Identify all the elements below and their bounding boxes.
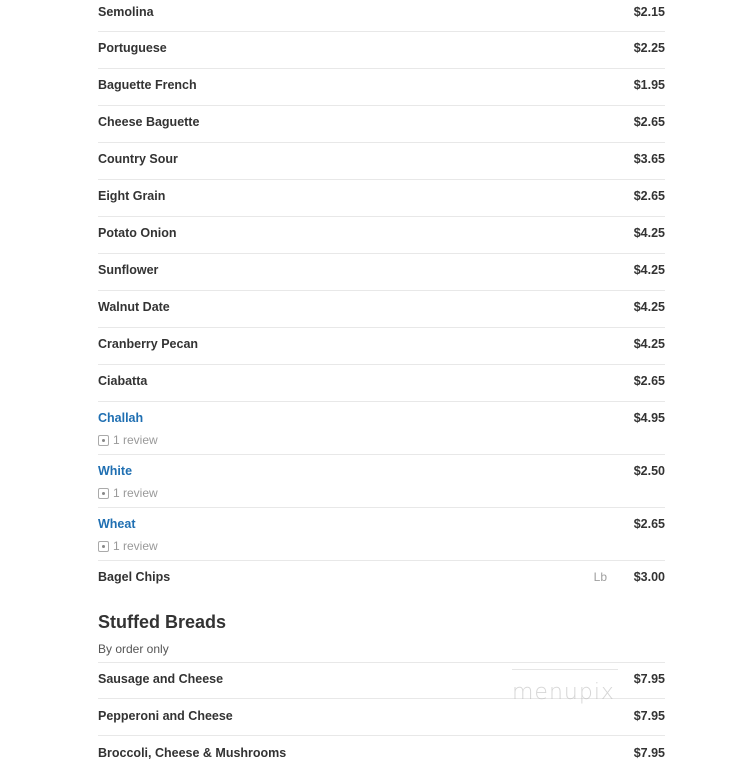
review-count-label: 1 review [113, 486, 158, 500]
menu-item [98, 402, 665, 455]
menu-item-price: $3.00 [633, 570, 665, 584]
menu-list-stuffed-breads [98, 662, 665, 772]
menu-item-name-link[interactable]: Wheat [98, 517, 136, 531]
menu-item-price: $2.65 [633, 517, 665, 531]
menu-item-name: Potato Onion [98, 226, 177, 240]
section-subtitle: By order only [98, 642, 169, 656]
menu-item-price: $4.95 [633, 411, 665, 425]
review-badge-icon [98, 435, 109, 446]
menu-item-price: $4.25 [633, 226, 665, 240]
menu-item-name: Pepperoni and Cheese [98, 709, 233, 723]
menu-item-name: Baguette French [98, 78, 197, 92]
review-count[interactable] [98, 433, 158, 447]
menu-item-price: $4.25 [633, 300, 665, 314]
menu-item-name: Ciabatta [98, 374, 148, 388]
menu-item [98, 291, 665, 328]
menu-item [98, 180, 665, 217]
menu-item [98, 217, 665, 254]
menu-item-price: $2.65 [633, 374, 665, 388]
menu-item [98, 69, 665, 106]
review-count-label: 1 review [113, 539, 158, 553]
menu-item-name: Sausage and Cheese [98, 672, 224, 686]
menu-item [98, 0, 665, 32]
menu-item-price: $7.95 [633, 672, 665, 686]
menu-item-name: Eight Grain [98, 189, 166, 203]
menu-item-price: $7.95 [633, 709, 665, 723]
menu-item-name: Walnut Date [98, 300, 170, 314]
review-count[interactable] [98, 486, 158, 500]
menu-item [98, 106, 665, 143]
watermark-rule [512, 669, 618, 670]
menu-item-name: Cheese Baguette [98, 115, 200, 129]
menu-item-price: $4.25 [633, 337, 665, 351]
menu-item-name: Portuguese [98, 41, 167, 55]
menu-item-price: $2.50 [633, 464, 665, 478]
review-badge-icon [98, 488, 109, 499]
menu-item-price: $2.15 [633, 5, 665, 19]
menu-item [98, 508, 665, 561]
section-title: Stuffed Breads [98, 612, 227, 632]
menu-item [98, 561, 665, 597]
watermark-logo: menupix [512, 680, 615, 705]
menu-item [98, 365, 665, 402]
menu-item-name: Country Sour [98, 152, 178, 166]
menu-item-name: Sunflower [98, 263, 159, 277]
menu-item-name: Cranberry Pecan [98, 337, 199, 351]
menu-item-price: $7.95 [633, 746, 665, 760]
menu-item [98, 32, 665, 69]
review-count-label: 1 review [113, 433, 158, 447]
menu-item-name: Bagel Chips [98, 570, 171, 584]
menu-item-name: Semolina [98, 5, 154, 19]
menu-item-name-link[interactable]: White [98, 464, 133, 478]
menu-item [98, 254, 665, 291]
review-count[interactable] [98, 539, 158, 553]
menu-item [98, 736, 665, 772]
menu-item-unit: Lb [593, 570, 607, 584]
menu-item-price: $2.25 [633, 41, 665, 55]
menu-item [98, 455, 665, 508]
menu-item [98, 143, 665, 180]
menu-item-price: $4.25 [633, 263, 665, 277]
menu-item-price: $2.65 [633, 189, 665, 203]
review-badge-icon [98, 541, 109, 552]
menu-item-price: $1.95 [633, 78, 665, 92]
menu-item [98, 328, 665, 365]
menu-item-name: Broccoli, Cheese & Mushrooms [98, 746, 287, 760]
menu-item-name-link[interactable]: Challah [98, 411, 144, 425]
menu-item-price: $2.65 [633, 115, 665, 129]
menu-item-price: $3.65 [633, 152, 665, 166]
menu-list-breads [98, 0, 665, 597]
